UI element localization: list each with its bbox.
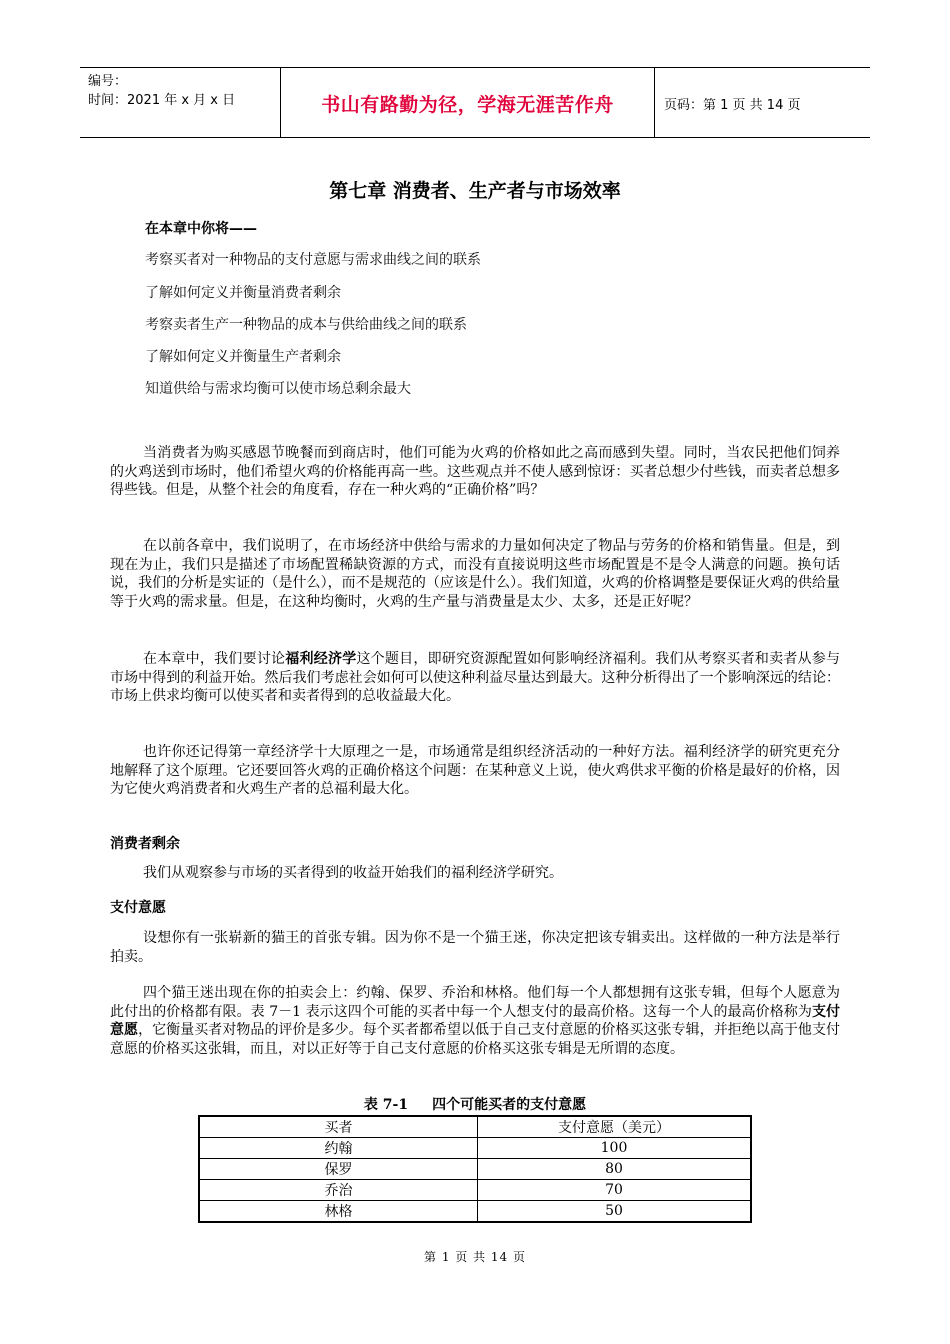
header-motto: 书山有路勤为径，学海无涯苦作舟 bbox=[321, 94, 614, 116]
table-title: 四个可能买者的支付意愿 bbox=[432, 1097, 587, 1113]
paragraph-text: 四个猫王迷出现在你的拍卖会上：约翰、保罗、乔治和林格。他们每一个人都想拥有这张专辑，但每个人愿意为此付出的价格都有限。表 7－1 表示这四个可能的买者中每一个人想支付的最高价格。这每一个人的最高价格称为 bbox=[110, 985, 840, 1020]
body-paragraph bbox=[110, 984, 840, 1058]
table-row bbox=[199, 1138, 751, 1159]
objective-item: 考察买者对一种物品的支付意愿与需求曲线之间的联系 bbox=[145, 252, 481, 268]
paragraph-text: ，它衡量买者对物品的评价是多少。每个买者都希望以低于自己支付意愿的价格买这张专辑，并拒绝以高于他支付意愿的价格买这张辑，而且，对以正好等于自己支付意愿的价格买这张专辑是无所谓的态度。 bbox=[110, 1022, 841, 1057]
body-paragraph: 我们从观察参与市场的买者得到的收益开始我们的福利经济学研究。 bbox=[143, 865, 563, 881]
value-cell: 50 bbox=[478, 1201, 752, 1223]
chapter-title: 第七章 消费者、生产者与市场效率 bbox=[329, 180, 621, 202]
objective-item: 考察卖者生产一种物品的成本与供给曲线之间的联系 bbox=[145, 317, 467, 333]
key-term: 福利经济学 bbox=[285, 651, 357, 667]
header-motto-cell bbox=[280, 68, 655, 137]
section-heading: 支付意愿 bbox=[110, 900, 166, 916]
value-cell: 70 bbox=[478, 1180, 752, 1201]
body-paragraph: 设想你有一张崭新的猫王的首张专辑。因为你不是一个猫王迷，你决定把该专辑卖出。这样做的一种方法是举行拍卖。 bbox=[110, 930, 840, 965]
paragraph-text: 在本章中，我们要讨论 bbox=[143, 651, 286, 667]
body-paragraph: 当消费者为购买感恩节晚餐而到商店时，他们可能为火鸡的价格如此之高而感到失望。同时，当农民把他们饲养的火鸡送到市场时，他们希望火鸡的价格能再高一些。这些观点并不使人感到惊讶：买者总想少付些钱，而卖者总想多得些钱。但是，从整个社会的角度看，存在一种火鸡的“正确价格”吗？ bbox=[110, 445, 840, 498]
table-row bbox=[199, 1201, 751, 1223]
body-paragraph: 也许你还记得第一章经济学十大原理之一是，市场通常是组织经济活动的一种好方法。福利经济学的研究更充分地解释了这个原理。它还要回答火鸡的正确价格这个问题：在某种意义上说，使火鸡供求平衡的价格是最好的价格，因为它使火鸡消费者和火鸡生产者的总福利最大化。 bbox=[110, 744, 840, 797]
column-header: 买者 bbox=[199, 1116, 478, 1138]
buyer-cell: 约翰 bbox=[199, 1138, 478, 1159]
key-term: 支付意愿 bbox=[110, 1003, 841, 1038]
document-number: 编号： bbox=[88, 74, 128, 89]
buyer-cell: 保罗 bbox=[199, 1159, 478, 1180]
section-heading: 消费者剩余 bbox=[110, 836, 180, 852]
body-paragraph: 在以前各章中，我们说明了，在市场经济中供给与需求的力量如何决定了物品与劳务的价格和销售量。但是，到现在为止，我们只是描述了市场配置稀缺资源的方式，而没有直接说明这些市场配置是不是令人满意的问题。换句话说，我们的分析是实证的（是什么），而不是规范的（应该是什么）。我们知道，火鸡的价格调整是要保证火鸡的供给量等于火鸡的需求量。但是，在这种均衡时，火鸡的生产量与消费量是太少、太多，还是正好呢？ bbox=[110, 538, 840, 610]
value-cell: 100 bbox=[478, 1138, 752, 1159]
document-date: 时间：2021 年 x 月 x 日 bbox=[88, 93, 236, 108]
objective-item: 了解如何定义并衡量消费者剩余 bbox=[145, 285, 341, 301]
table-row bbox=[199, 1159, 751, 1180]
page-footer: 第 1 页 共 14 页 bbox=[424, 1250, 526, 1264]
page-header bbox=[80, 67, 870, 138]
buyer-cell: 林格 bbox=[199, 1201, 478, 1223]
value-cell: 80 bbox=[478, 1159, 752, 1180]
column-header: 支付意愿（美元） bbox=[478, 1116, 752, 1138]
objective-item: 知道供给与需求均衡可以使市场总剩余最大 bbox=[145, 381, 411, 397]
objective-item: 了解如何定义并衡量生产者剩余 bbox=[145, 349, 341, 365]
intro-heading: 在本章中你将—— bbox=[145, 221, 257, 237]
body-paragraph bbox=[110, 650, 840, 706]
willingness-to-pay-table bbox=[198, 1115, 752, 1223]
buyer-cell: 乔治 bbox=[199, 1180, 478, 1201]
table-caption bbox=[0, 1094, 950, 1114]
paragraph-text: 这个题目，即研究资源配置如何影响经济福利。我们从考察买者和卖者从参与市场中得到的利益开始。然后我们考虑社会如何可以使这种利益尽量达到最大。这种分析得出了一个影响深远的结论：市场上供求均衡可以使买者和卖者得到的总收益最大化。 bbox=[110, 651, 841, 704]
table-row bbox=[199, 1180, 751, 1201]
header-meta bbox=[80, 68, 280, 137]
header-page-number: 页码：第 1 页 共 14 页 bbox=[664, 98, 801, 113]
table-number: 表 7-1 bbox=[363, 1097, 409, 1113]
table-header-row bbox=[199, 1116, 751, 1138]
